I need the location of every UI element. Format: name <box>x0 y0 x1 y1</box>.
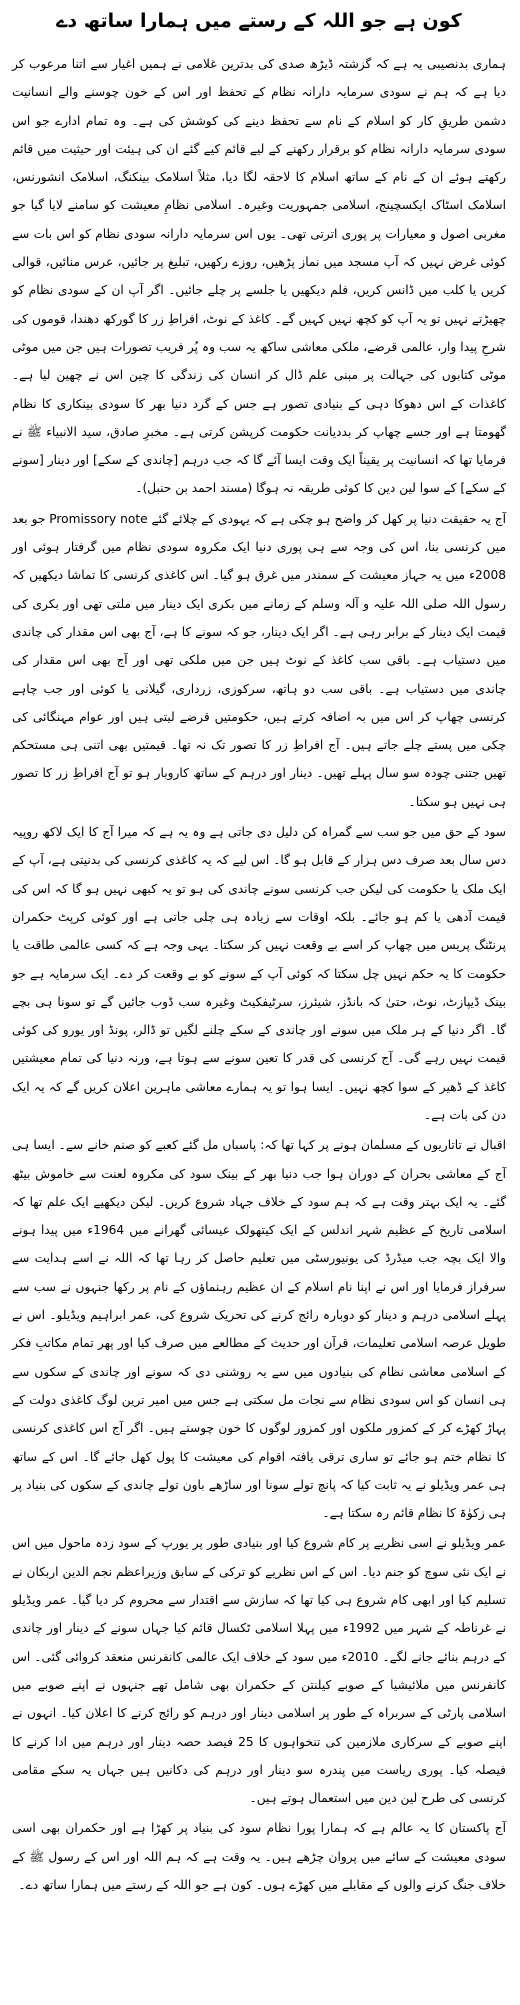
article-paragraph-3: سود کے حق میں جو سب سے گمراہ کن دلیل دی جاتی ہے وہ یہ ہے کہ میرا آج کا ایک لاکھ روپیہ دس سال بعد صرف دس ہزار کے قابل ہو گا۔ اس لیے کہ یہ کاغذی کرنسی کی بدنیتی ہے، آپ کے ایک ملک یا حکومت کی لیکن جب کرنسی سونے چاندی کی ہو تو یہ کبھی نہیں ہو گا کہ اس کی قیمت آدھی یا کم ہو جائے۔ بلکہ اوقات سے زیادہ ہی چلی جاتی ہے اور کوئی کرپٹ حکمران پرنٹنگ پریس میں چھاپ کر اسے بے وقعت نہیں کر سکتا۔ یہی وجہ ہے کہ کسی عالمی طاقت یا حکومت کا یہ حکم نہیں چل سکتا کہ کوئی آپ کے سونے کو بے وقعت کر دے۔ ایک سرمایہ ہے جو بینک ڈیپازٹ، نوٹ، حتیٰ کہ بانڈز، شیئرز، سرٹیفکیٹ وغیرہ سب ڈوب جائیں گے تو سونا ہی بچے گا۔ اگر دنیا کے ہر ملک میں سونے اور چاندی کے سکے چلنے لگیں تو ڈالر، پونڈ اور یورو کی کوئی قیمت نہیں رہے گی۔ آج کرنسی کی قدر کا تعین سونے سے ہوتا ہے، ورنہ دنیا کی تمام معیشتیں کاغذ کے ڈھیر کے سوا کچھ نہیں۔ ایسا ہوا تو یہ ہمارے معاشی ماہرین اعلان کریں گے کہ یہ ایک دن کی بات ہے۔ <box>12 825 506 1122</box>
article-body <box>12 50 506 1899</box>
article-paragraph-4: اقبال نے تاتاریوں کے مسلمان ہونے پر کہا تھا کہ: پاسباں مل گئے کعبے کو صنم خانے سے۔ ایسا ہی آج کے معاشی بحران کے دوران ہوا جب دنیا بھر کے بینک سود کی مکروہ لعنت سے خاموش بیٹھ گئے۔ یہ ایک بہتر وقت ہے کہ ہم سود کے خلاف جہاد شروع کریں۔ لیکن دیکھیے ایک علم تھا کہ اسلامی تاریخ کے عظیم شہر اندلس کے ایک کیتھولک عیسائی گھرانے میں 1964ء میں پیدا ہونے والا ایک بچہ جب میڈرڈ کی یونیورسٹی میں تعلیم حاصل کر رہا تھا کہ اللہ نے اسے ہدایت سے سرفراز فرمایا اور اس نے اپنا نام اسلام کے ان عظیم رہنماؤں کے نام پر رکھا جنہوں نے سب سے پہلے اسلامی درہم و دینار کو دوبارہ رائج کرنے کی تحریک شروع کی، عمر ابراہیم ویڈیلو۔ اس نے طویل عرصہ اسلامی تعلیمات، قرآن اور حدیث کے مطالعے میں صرف کیا اور پھر تمام مکاتبِ فکر کے اسلامی معاشی نظام کی بنیادوں میں سے یہ روشنی دی کہ سونے اور چاندی کے سکوں سے ہی انسان کو اس سودی نظام سے نجات مل سکتی ہے جس میں امیر ترین لوگ کاغذی دولت کے پہاڑ کھڑے کر کے کمزور ملکوں اور کمزور لوگوں کا خون چوستے ہیں۔ اگر آج اس کاغذی کرنسی کا نظام ختم ہو جائے تو ساری ترقی یافتہ اقوام کی معیشت کا پول کھل جائے گا۔ اس کے ساتھ ہی عمر ویڈیلو نے یہ ثابت کیا کہ پانچ تولے سونا اور ساڑھے باون تولے چاندی کے سکوں کی بنیاد پر ہی زکوٰۃ کا نظام قائم رہ سکتا ہے۔ <box>12 1138 506 1521</box>
article-paragraph-2: آج یہ حقیقت دنیا پر کھل کر واضح ہو چکی ہے کہ یہودی کے چلائے گئے Promissory note جو بعد میں کرنسی بنا، اس کی وجہ سے ہی پوری دنیا ایک مکروہ سودی نظام میں گرفتار ہوئی اور 2008ء میں یہ جہاز معیشت کے سمندر میں غرق ہو گیا۔ اس کاغذی کرنسی کا تماشا دیکھیں کہ رسول اللہ صلی اللہ علیہ و آلہ وسلم کے زمانے میں بکری ایک دینار میں ملتی تھی اور بکری کی قیمت ایک دینار کے برابر رہی ہے۔ اگر ایک دینار، جو کہ سونے کا ہے، آج بھی اس مقدار کی چاندی میں دستیاب ہے۔ باقی سب کاغذ کے نوٹ ہیں جن میں ملکی تھی اور آج بھی اس مقدار کی چاندی میں دستیاب ہے۔ باقی سب دو ہاتھ، سرکوزی، زرداری، گیلانی یا کوئی اور جب چاہے کرنسی چھاپ کر اس میں بہ اضافہ کرتے ہیں، حکومتیں قرضے لیتی ہیں اور عوام مہنگائی کی چکی میں پستے چلے جاتے ہیں۔ آج افراطِ زر کا تصور تک نہ تھا۔ قیمتیں بھی اتنی ہی مستحکم تھیں جتنی چودہ سو سال پہلے تھیں۔ دینار اور درہم کے ساتھ کاروبار ہو تو آج افراطِ زر کا تصور ہی نہیں ہو سکتا۔ <box>12 511 506 809</box>
article-paragraph-6: آج پاکستان کا یہ عالم ہے کہ ہمارا پورا نظام سود کی بنیاد پر کھڑا ہے اور حکمران بھی اسی سودی معیشت کے سائے میں پروان چڑھے ہیں۔ یہ وقت ہے کہ ہم اللہ اور اس کے رسول ﷺ کے خلاف جنگ کرنے والوں کے مقابلے میں کھڑے ہوں۔ کون ہے جو اللہ کے رستے میں ہمارا ساتھ دے۔ <box>12 1821 506 1892</box>
article-title: کون ہے جو اللہ کے رستے میں ہمارا ساتھ دے <box>56 10 462 32</box>
article-paragraph-1: ہماری بدنصیبی یہ ہے کہ گزشتہ ڈیڑھ صدی کی بدترین غلامی نے ہمیں اغیار سے اتنا مرعوب کر دیا ہے کہ ہم نے سودی سرمایہ دارانہ نظام کے تحفظ اور اس کے خون چوسنے والے انسانیت دشمن طریقِ کار کو اسلام کے نام سے تحفظ دینے کی کوشش کی ہے۔ وہ تمام ادارے جو اس سودی سرمایہ دارانہ نظام کو برقرار رکھنے کے لیے قائم کیے گئے ان کی ہیئت اور حیثیت میں قائم رکھتے ہوئے ان کے نام کے ساتھ اسلام کا لاحقہ لگا دیا، مثلاً اسلامک بینکنگ، اسلامک انشورنس، اسلامک اسٹاک ایکسچینج، اسلامی جمہوریت وغیرہ۔ اسلامی نظامِ معیشت کو سامنے لایا گیا جو مغربی اصول و معیارات پر پوری اترتی تھی۔ یوں اس سرمایہ دارانہ سودی نظام کو اس بات سے کوئی غرض نہیں کہ آپ مسجد میں نماز پڑھیں، روزے رکھیں، تبلیغ پر جائیں، عرس منائیں، قوالی کریں یا کلب میں ڈانس کریں، فلم دیکھیں یا جلسے پر چلے جائیں۔ اگر آپ ان کے سودی نظام کو چھیڑتے نہیں تو یہ آپ کو کچھ نہیں کہیں گے۔ کاغذ کے نوٹ، افراطِ زر کا گورکھ دھندا، قوموں کی شرحِ پیدا وار، عالمی قرضے، ملکی معاشی ساکھ یہ سب وہ پُر فریب تصورات ہیں جن میں موٹی موٹی کتابوں کی جہالت پر مبنی علم ڈال کر انسان کی زندگی کا چین اس نے چھین لیا ہے۔ کاغذات کے اس دھوکا دہی کے بنیادی تصور ہے جس کے گرد دنیا بھر کا سودی بینکاری کا نظام گھومتا ہے اور جسے چھاپ کر بددیانت حکومت کرپشن کرتی ہے۔ مخبرِ صادق، سید الانبیاء ﷺ نے فرمایا تھا کہ انسانیت پر یقیناً ایک وقت ایسا آئے گا کہ جب درہم [چاندی کے سکے] اور دینار [سونے کے سکے] کے سوا لین دین کا کوئی طریقہ نہ ہوگا (مسند احمد بن حنبل)۔ <box>12 57 506 496</box>
article-paragraph-5: عمر ویڈیلو نے اسی نظریے پر کام شروع کیا اور بنیادی طور پر یورپ کے سود زدہ ماحول میں اس نے ایک نئی سوچ کو جنم دیا۔ اس کے اس نظریے کو ترکی کے سابق وزیراعظم نجم الدین اربکان نے تسلیم کیا اور ابھی کام شروع ہی کیا تھا کہ سازش سے اقتدار سے محروم کر دیا گیا۔ عمر ویڈیلو نے غرناطہ کے شہر میں 1992ء میں پہلا اسلامی ٹکسال قائم کیا جہاں سونے کے دینار اور چاندی کے درہم بنائے جانے لگے۔ 2010ء میں سود کے خلاف ایک عالمی کانفرنس منعقد کروائی گئی۔ اس کانفرنس میں ملائیشیا کے صوبے کیلنتن کے حکمران بھی شامل تھے جنہوں نے اپنے صوبے میں اسلامی پارٹی کے سربراہ کے طور پر اسلامی دینار اور درہم کو رائج کرنے کا اعلان کیا۔ انہوں نے اپنے صوبے کے سرکاری ملازمین کی تنخواہوں کا 25 فیصد حصہ دینار اور درہم میں ادا کرنے کا فیصلہ کیا۔ پوری ریاست میں پندرہ سو دینار اور درہم کی دکانیں ہیں جہاں یہ سکے مقامی کرنسی کی طرح لین دین میں استعمال ہوتے ہیں۔ <box>12 1536 507 1806</box>
